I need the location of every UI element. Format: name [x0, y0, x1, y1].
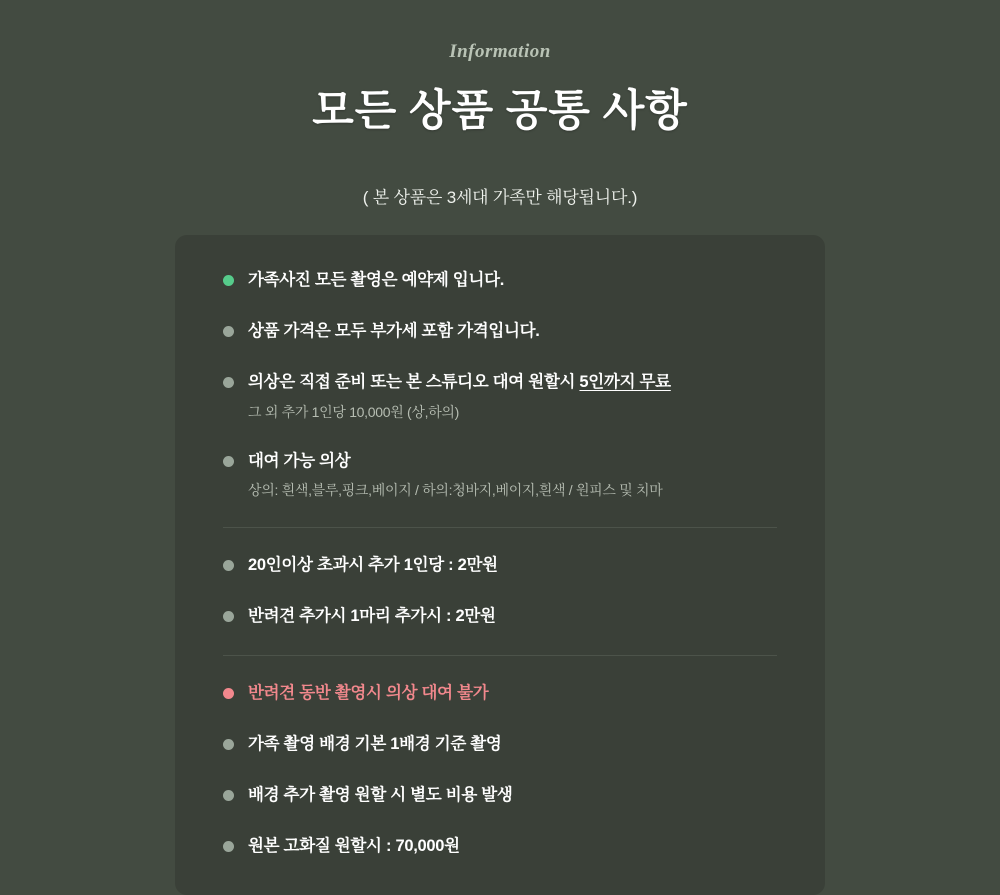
- bullet-dot-icon: [223, 326, 234, 337]
- list-item-title: 원본 고화질 원할시 : 70,000원: [248, 837, 460, 856]
- list-item-title: 배경 추가 촬영 원할 시 별도 비용 발생: [248, 786, 513, 805]
- list-item-title: 가족 촬영 배경 기본 1배경 기준 촬영: [248, 735, 502, 754]
- notice-group-1: [175, 269, 825, 502]
- list-item-title: 반려견 동반 촬영시 의상 대여 불가: [248, 684, 489, 703]
- list-item: [223, 269, 777, 293]
- bullet-dot-icon: [223, 377, 234, 388]
- section-divider: [223, 655, 777, 656]
- list-item-body: [248, 733, 777, 757]
- eyebrow-label: Information: [449, 41, 551, 62]
- list-item-subtext: 상의: 흰색,블루,핑크,베이지 / 하의:청바지,베이지,흰색 / 원피스 및 치마: [248, 482, 663, 499]
- list-item-title: 20인이상 초과시 추가 1인당 : 2만원: [248, 556, 498, 575]
- list-item: [223, 450, 777, 502]
- list-item-title: [248, 371, 777, 395]
- section-divider: [223, 527, 777, 528]
- list-item-title: 반려견 추가시 1마리 추가시 : 2만원: [248, 607, 496, 626]
- list-item-body: [248, 320, 777, 344]
- bullet-dot-icon: [223, 275, 234, 286]
- bullet-dot-icon: [223, 739, 234, 750]
- bullet-dot-icon: [223, 611, 234, 622]
- list-item-body: [248, 450, 777, 502]
- list-item-body: [248, 784, 777, 808]
- list-item-body: [248, 371, 777, 423]
- list-item-title: 가족사진 모든 촬영은 예약제 입니다.: [248, 270, 505, 289]
- list-item-body: [248, 682, 777, 706]
- list-item: [223, 371, 777, 423]
- notice-group-3: [175, 682, 825, 859]
- list-item: [223, 605, 777, 629]
- notice-card: [175, 235, 825, 895]
- list-item-body: [248, 835, 777, 859]
- bullet-dot-icon: [223, 688, 234, 699]
- list-item: [223, 320, 777, 344]
- list-item-body: [248, 554, 777, 578]
- list-item-body: [248, 269, 777, 293]
- bullet-dot-icon: [223, 560, 234, 571]
- list-item: [223, 733, 777, 757]
- bullet-dot-icon: [223, 841, 234, 852]
- list-item: [223, 682, 777, 706]
- list-item-title: 상품 가격은 모두 부가세 포함 가격입니다.: [248, 321, 540, 340]
- list-item-title-plain: 의상은 직접 준비 또는 본 스튜디오 대여 원할시: [248, 372, 580, 391]
- bullet-dot-icon: [223, 456, 234, 467]
- list-item-title: 대여 가능 의상: [248, 451, 351, 470]
- list-item: [223, 784, 777, 808]
- list-item: [223, 835, 777, 859]
- list-item-title-highlight: 5인까지 무료: [579, 372, 671, 391]
- notice-group-2: [175, 554, 825, 629]
- page-title: 모든 상품 공통 사항: [312, 88, 688, 135]
- page-subtitle: ( 본 상품은 3세대 가족만 해당됩니다.): [362, 187, 638, 207]
- list-item: [223, 554, 777, 578]
- list-item-subtext: 그 외 추가 1인당 10,000원 (상,하의): [248, 403, 460, 420]
- bullet-dot-icon: [223, 790, 234, 801]
- list-item-body: [248, 605, 777, 629]
